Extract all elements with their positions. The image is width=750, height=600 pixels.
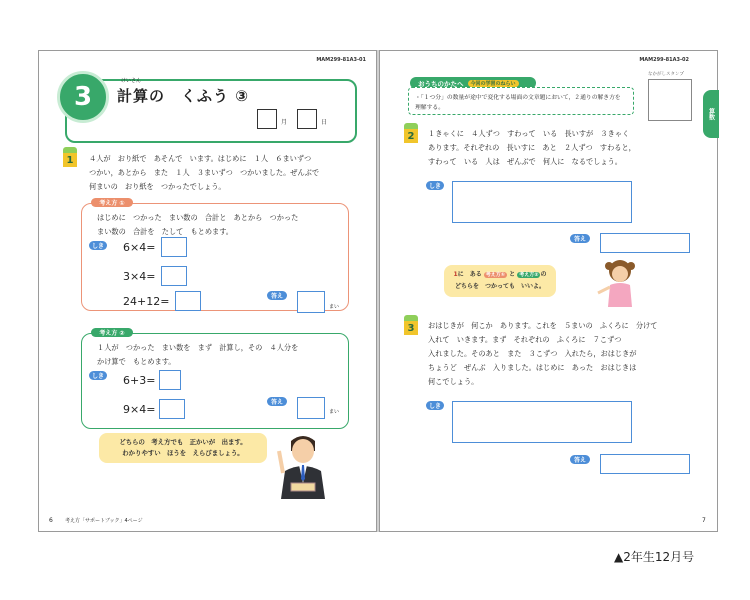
q3-answer-label: 答え <box>570 455 590 464</box>
method-1-final-answer-box[interactable] <box>297 291 325 313</box>
method2-line-2: かけ算で もとめます。 <box>97 357 176 366</box>
q2-line-1: １きゃくに ４人ずつ すわって いる 長いすが ３きゃく <box>428 129 630 138</box>
tip-bubble <box>99 433 267 463</box>
subject-tab: 算数 <box>703 90 719 138</box>
stamp-box <box>648 79 692 121</box>
method-2-label: 考え方 ② <box>91 328 133 337</box>
parent-note-label: おうちのかたへ <box>418 79 464 88</box>
page-code: MAM299-81A3-01 <box>316 57 366 63</box>
method-2-unit: まい <box>329 409 340 415</box>
stamp-label: なかがしスタンプ <box>648 72 684 77</box>
learning-goal-box <box>408 87 634 115</box>
parent-note-sub: 今回の学習のねらい <box>468 80 519 87</box>
hint-line-2: どちらを つかっても いいよ。 <box>454 283 545 290</box>
q3-shiki-label: しき <box>426 401 444 410</box>
month-label: 月 <box>281 119 288 126</box>
hint-pill-2: 考え方② <box>519 272 539 278</box>
month-box[interactable] <box>257 109 277 129</box>
q2-answer-label: 答え <box>570 234 590 243</box>
question-3-number: 3 <box>404 321 418 335</box>
q3-answer-box[interactable] <box>600 454 690 474</box>
question-3-text <box>428 319 657 389</box>
method-2-answer-box-1[interactable] <box>159 370 181 390</box>
q3-line-5: 何こでしょう。 <box>428 377 479 386</box>
day-box[interactable] <box>297 109 317 129</box>
left-page <box>38 50 377 532</box>
issue-label: ▲2年生12月号 <box>614 550 695 564</box>
method-2-shiki-label: しき <box>89 371 107 380</box>
q3-work-box[interactable] <box>452 401 632 443</box>
q2-answer-box[interactable] <box>600 233 690 253</box>
q2-line-3: すわって いる 人は ぜんぶで 何人に なるでしょう。 <box>428 157 622 166</box>
method-2-final-answer-box[interactable] <box>297 397 325 419</box>
right-page <box>379 50 718 532</box>
teacher-illustration <box>273 431 333 499</box>
hint-line-1: 1に ある 考え方① と 考え方② の <box>453 271 547 278</box>
method-1-eq-3: 24+12= <box>123 295 170 308</box>
page-number: 7 <box>702 517 706 524</box>
title-ruby: けいさん <box>121 78 142 84</box>
method-1-shiki-label: しき <box>89 241 107 250</box>
tip-line-2: わかりやすい ほうを えらびましょう。 <box>122 449 244 457</box>
question-1-number: 1 <box>63 153 77 167</box>
method-1-eq-1: 6×4= <box>123 241 156 254</box>
method-2-answer-label: 答え <box>267 397 287 406</box>
method-1-label: 考え方 ① <box>91 198 133 207</box>
goal-line-2: 理解する。 <box>415 105 444 111</box>
q2-work-box[interactable] <box>452 181 632 223</box>
method-1-answer-box-2[interactable] <box>161 266 187 286</box>
method-1-answer-label: 答え <box>267 291 287 300</box>
method-2-text <box>97 341 298 369</box>
method1-line-1: はじめに つかった まい数の 合計と あとから つかった <box>97 213 299 222</box>
q2-line-2: あります。それぞれの 長いすに あと ２人ずつ すわると， <box>428 143 636 152</box>
method-1-answer-box-1[interactable] <box>161 237 187 257</box>
method2-line-1: １人が つかった まい数を まず 計算し，その ４人分を <box>97 343 299 352</box>
tip-line-1: どちらの 考え方でも 正かいが 出ます。 <box>119 438 247 446</box>
page-number: 6 <box>49 517 53 524</box>
method-1-eq-2: 3×4= <box>123 270 156 283</box>
page-footer: 考え方「サポートブック」4ページ <box>65 518 143 524</box>
q1-line-3: 何まいの おり紙を つかったでしょう。 <box>89 182 226 191</box>
q3-line-4: ちょうど ぜんぶ 入りました。はじめに あった おはじきは <box>428 363 637 372</box>
q3-line-3: 入れました。そのあと また ３こずつ 入れたら，おはじきが <box>428 349 637 358</box>
q1-line-1: ４人が おり紙で あそんで います。はじめに １人 ６まいずつ <box>89 154 312 163</box>
method-1-text <box>97 211 298 239</box>
girl-illustration <box>596 257 644 307</box>
day-label: 日 <box>321 119 328 126</box>
method-2-eq-1: 6+3= <box>123 374 156 387</box>
method-2-answer-box-2[interactable] <box>159 399 185 419</box>
unit-title: 計算の くふう ③ <box>117 87 249 105</box>
hint-pill-1: 考え方① <box>485 272 506 278</box>
unit-number-badge: 3 <box>57 71 109 123</box>
hint-bubble <box>444 265 556 297</box>
method-1-unit: まい <box>329 304 340 310</box>
question-1-text <box>89 152 319 194</box>
q2-shiki-label: しき <box>426 181 444 190</box>
method-1-answer-box-3[interactable] <box>175 291 201 311</box>
q3-line-1: おはじきが 何こか あります。これを ５まいの ふくろに 分けて <box>428 321 658 330</box>
q3-line-2: 入れて いきます。まず それぞれの ふくろに ７こずつ <box>428 335 622 344</box>
page-code: MAM299-81A3-02 <box>639 57 689 63</box>
method-2-eq-2: 9×4= <box>123 403 156 416</box>
goal-line-1: ・「１つ分」の数量が途中で変化する場面の文章題において，２通りの解き方を <box>415 95 621 101</box>
q1-line-2: つかい，あとから また １人 ３まいずつ つかいました。ぜんぶで <box>89 168 320 177</box>
question-2-text <box>428 127 636 169</box>
learning-goal-text <box>415 93 621 113</box>
question-2-number: 2 <box>404 129 418 143</box>
method1-line-2: まい数の 合計を たして もとめます。 <box>97 227 233 236</box>
